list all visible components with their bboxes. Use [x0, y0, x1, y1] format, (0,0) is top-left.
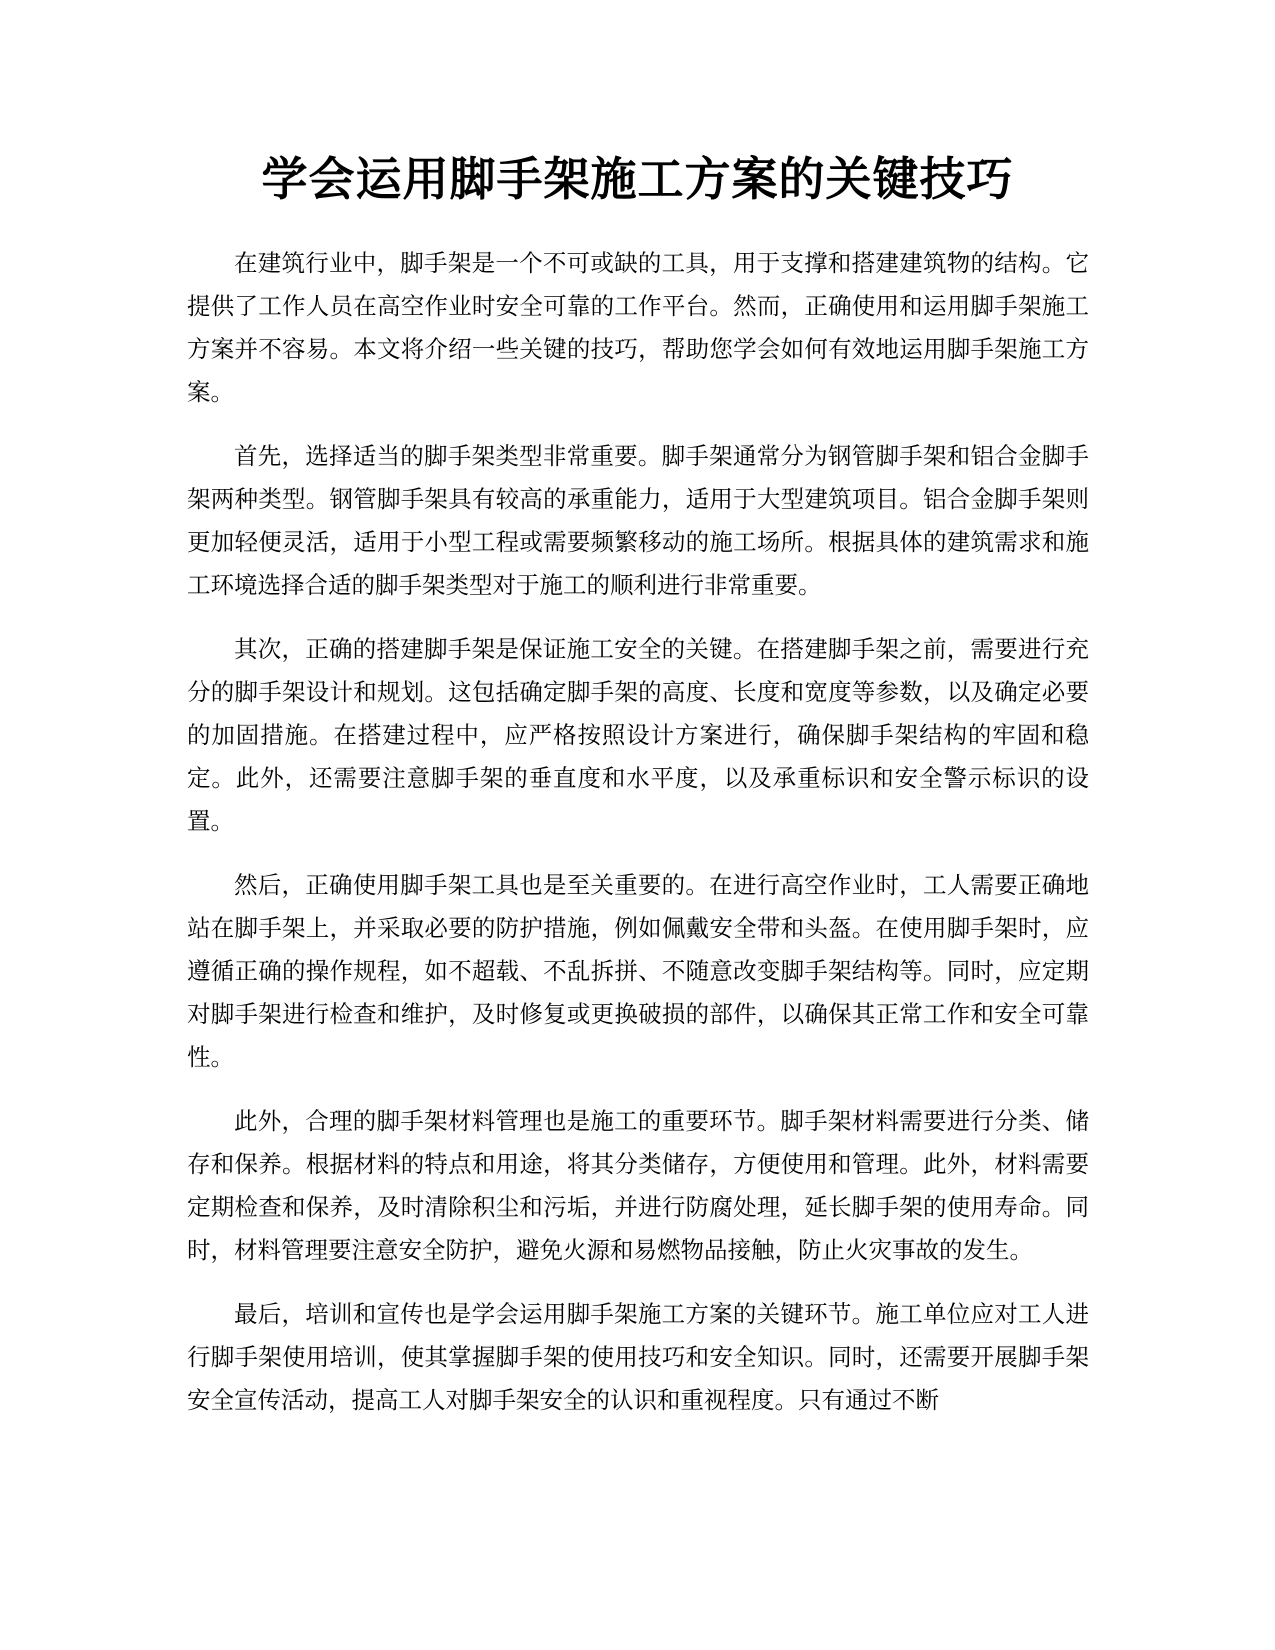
document-body: [187, 242, 1089, 1443]
paragraph-scaffold-type: 首先，选择适当的脚手架类型非常重要。脚手架通常分为钢管脚手架和铝合金脚手架两种类型。钢管脚手架具有较高的承重能力，适用于大型建筑项目。铝合金脚手架则更加轻便灵活，适用于小型工程或需要频繁移动的施工场所。根据具体的建筑需求和施工环境选择合适的脚手架类型对于施工的顺利进行非常重要。: [187, 442, 1089, 599]
paragraph-training: 最后，培训和宣传也是学会运用脚手架施工方案的关键环节。施工单位应对工人进行脚手架使用培训，使其掌握脚手架的使用技巧和安全知识。同时，还需要开展脚手架安全宣传活动，提高工人对脚手架安全的认识和重视程度。只有通过不断: [187, 1300, 1089, 1414]
paragraph-material-management: 此外，合理的脚手架材料管理也是施工的重要环节。脚手架材料需要进行分类、储存和保养。根据材料的特点和用途，将其分类储存，方便使用和管理。此外，材料需要定期检查和保养，及时清除积尘和污垢，并进行防腐处理，延长脚手架的使用寿命。同时，材料管理要注意安全防护，避免火源和易燃物品接触，防止火灾事故的发生。: [187, 1107, 1089, 1264]
paragraph-scaffold-usage: 然后，正确使用脚手架工具也是至关重要的。在进行高空作业时，工人需要正确地站在脚手架上，并采取必要的防护措施，例如佩戴安全带和头盔。在使用脚手架时，应遵循正确的操作规程，如不超载、不乱拆拼、不随意改变脚手架结构等。同时，应定期对脚手架进行检查和维护，及时修复或更换破损的部件，以确保其正常工作和安全可靠性。: [187, 871, 1089, 1071]
paragraph-intro: 在建筑行业中，脚手架是一个不可或缺的工具，用于支撑和搭建建筑物的结构。它提供了工作人员在高空作业时安全可靠的工作平台。然而，正确使用和运用脚手架施工方案并不容易。本文将介绍一些关键的技巧，帮助您学会如何有效地运用脚手架施工方案。: [187, 249, 1089, 406]
page-title: 学会运用脚手架施工方案的关键技巧: [261, 152, 1014, 206]
paragraph-scaffold-erection: 其次，正确的搭建脚手架是保证施工安全的关键。在搭建脚手架之前，需要进行充分的脚手架设计和规划。这包括确定脚手架的高度、长度和宽度等参数，以及确定必要的加固措施。在搭建过程中，应严格按照设计方案进行，确保脚手架结构的牢固和稳定。此外，还需要注意脚手架的垂直度和水平度，以及承重标识和安全警示标识的设置。: [187, 635, 1089, 835]
